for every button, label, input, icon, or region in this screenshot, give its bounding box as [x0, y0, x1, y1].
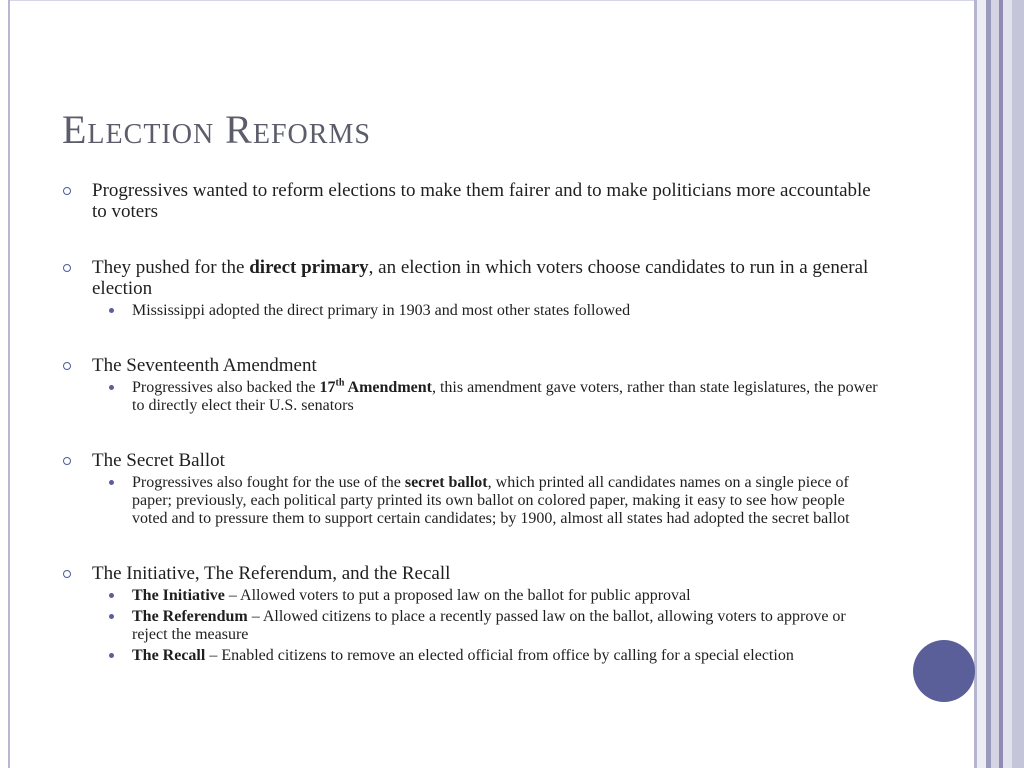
top-border-line [10, 0, 975, 1]
right-decorative-stripes [974, 0, 1024, 768]
sub-bullet-text: , this amendment gave voters, rather than state legislatures, the power to directly elect their U.S. senators [132, 379, 878, 414]
bullet-item [62, 257, 882, 299]
bullet-bold-term: The Initiative [132, 587, 225, 604]
sub-bullet-item [62, 587, 882, 605]
bullet-text: The Secret Ballot [92, 450, 225, 471]
bullet-ring-icon [63, 570, 71, 578]
bullet-item [62, 563, 882, 584]
bullet-dot-icon [109, 593, 114, 598]
bullet-item [62, 450, 882, 471]
stripe [1003, 0, 1012, 768]
sub-bullet-item [62, 302, 882, 320]
bold-number: 17 [319, 379, 336, 396]
bullet-dot-icon [109, 385, 114, 390]
bullet-bold-term: The Recall [132, 647, 206, 664]
slide-title: Election Reforms [62, 107, 371, 152]
bullet-ring-icon [63, 187, 71, 195]
bullet-ring-icon [63, 457, 71, 465]
sub-bullet-text: Mississippi adopted the direct primary in 1903 and most other states followed [132, 302, 631, 319]
sub-bullet-text: – Enabled citizens to remove an elected official from office by calling for a special election [205, 647, 794, 664]
left-border-line [8, 0, 10, 768]
stripe [991, 0, 999, 768]
bullet-text: , an election in which voters choose candidates to run in a general election [92, 257, 869, 299]
bullet-ring-icon [63, 362, 71, 370]
slide-nav-circle-button[interactable] [913, 640, 975, 702]
bullet-item [62, 355, 882, 376]
bullet-text: The Initiative, The Referendum, and the Recall [92, 563, 451, 584]
bullet-bold-term: The Referendum [132, 608, 248, 625]
stripe [1012, 0, 1024, 768]
bullet-dot-icon [109, 480, 114, 485]
bullet-bold-term: direct primary [249, 257, 369, 278]
sub-bullet-item [62, 608, 882, 644]
sub-bullet-text: Progressives also fought for the use of the [132, 474, 405, 491]
bullet-item [62, 180, 882, 222]
bullet-text: Progressives wanted to reform elections to make them fairer and to make politicians more accountable to voters [92, 180, 871, 222]
sub-bullet-text: Progressives also backed the [132, 379, 320, 396]
sub-bullet-item [62, 474, 882, 528]
bullet-bold-term: secret ballot [404, 474, 488, 491]
sub-bullet-text: – Allowed voters to put a proposed law on the ballot for public approval [224, 587, 691, 604]
slide-content [62, 180, 882, 665]
ordinal-suffix: th [335, 377, 345, 389]
bold-word: Amendment [344, 379, 432, 396]
bullet-text: They pushed for the [92, 257, 250, 278]
sub-bullet-text: – Allowed citizens to place a recently passed law on the ballot, allowing voters to approve or reject the measure [132, 608, 846, 643]
stripe [977, 0, 986, 768]
sub-bullet-item [62, 647, 882, 665]
bullet-dot-icon [109, 653, 114, 658]
bullet-ring-icon [63, 264, 71, 272]
bullet-dot-icon [109, 308, 114, 313]
bullet-text: The Seventeenth Amendment [92, 355, 317, 376]
sub-bullet-text: , which printed all candidates names on a single piece of paper; previously, each political party printed its own ballot on colored paper, making it easy to see how people voted and to pressure them to support certain candidates; by 1900, almost all states had adopted the secret ballot [132, 474, 850, 527]
sub-bullet-item [62, 379, 882, 415]
bullet-dot-icon [109, 614, 114, 619]
bullet-bold-term [320, 379, 432, 396]
